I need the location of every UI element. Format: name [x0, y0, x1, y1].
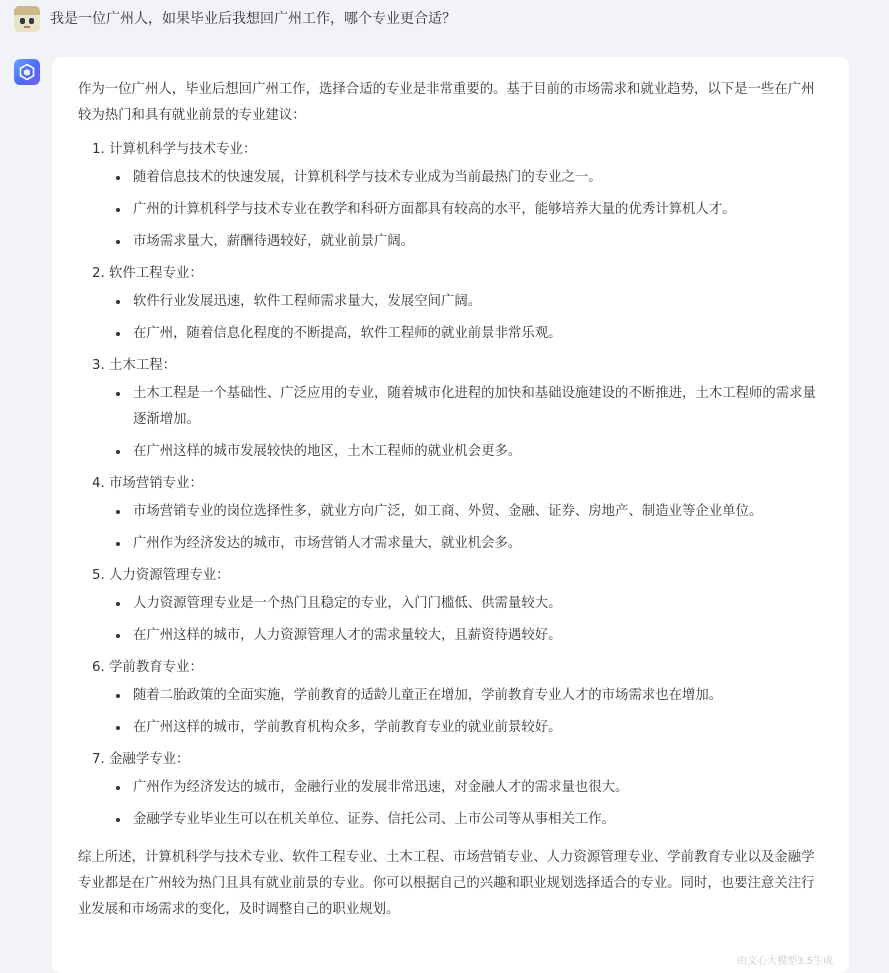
major-bullet-item: 市场需求量大，薪酬待遇较好，就业前景广阔。	[114, 229, 823, 255]
answer-summary: 综上所述，计算机科学与技术专业、软件工程专业、土木工程、市场营销专业、人力资源管理专业、学前教育专业以及金融学专业都是在广州较为热门且具有就业前景的专业。你可以根据自己的兴趣和职业规划选择适合的专业。同时，也要注意关注行业发展和市场需求的变化，及时调整自己的职业规划。	[78, 850, 815, 917]
major-bullet-item: 软件行业发展迅速，软件工程师需求量大，发展空间广阔。	[114, 289, 823, 315]
major-bullet-item: 广州作为经济发达的城市，金融行业的发展非常迅速，对金融人才的需求量也很大。	[114, 775, 823, 801]
major-bullet-list	[92, 591, 823, 649]
major-section-title: 7. 金融学专业：	[92, 752, 190, 767]
major-bullet-list	[92, 289, 823, 347]
answer-intro: 作为一位广州人，毕业后想回广州工作，选择合适的专业是非常重要的。基于目前的市场需求和就业趋势，以下是一些在广州较为热门和具有就业前景的专业建议：	[78, 82, 815, 123]
major-section	[92, 353, 823, 465]
major-bullet-list	[92, 775, 823, 833]
major-section-title: 5. 人力资源管理专业：	[92, 568, 230, 583]
user-avatar-icon[interactable]	[14, 6, 40, 32]
major-section-title: 6. 学前教育专业：	[92, 660, 203, 675]
major-bullet-item: 随着二胎政策的全面实施，学前教育的适龄儿童正在增加，学前教育专业人才的市场需求也在增加。	[114, 683, 823, 709]
assistant-answer-card	[52, 57, 849, 973]
assistant-logo-icon	[14, 59, 40, 85]
major-bullet-item: 在广州这样的城市发展较快的地区，土木工程师的就业机会更多。	[114, 439, 823, 465]
major-bullet-item: 市场营销专业的岗位选择性多，就业方向广泛，如工商、外贸、金融、证券、房地产、制造业等企业单位。	[114, 499, 823, 525]
major-section-title: 3. 土木工程：	[92, 358, 176, 373]
major-bullet-item: 土木工程是一个基础性、广泛应用的专业，随着城市化进程的加快和基础设施建设的不断推进，土木工程师的需求量逐渐增加。	[114, 381, 823, 433]
major-bullet-list	[92, 499, 823, 557]
major-section	[92, 471, 823, 557]
user-message	[14, 6, 456, 32]
major-bullet-item: 在广州这样的城市，学前教育机构众多，学前教育专业的就业前景较好。	[114, 715, 823, 741]
major-bullet-item: 随着信息技术的快速发展，计算机科学与技术专业成为当前最热门的专业之一。	[114, 165, 823, 191]
major-section	[92, 747, 823, 833]
generation-footer-note: 由文心大模型3.5生成	[737, 956, 833, 967]
major-section-title: 4. 市场营销专业：	[92, 476, 203, 491]
major-bullet-item: 广州的计算机科学与技术专业在教学和科研方面都具有较高的水平，能够培养大量的优秀计算机人才。	[114, 197, 823, 223]
major-bullet-item: 金融学专业毕业生可以在机关单位、证券、信托公司、上市公司等从事相关工作。	[114, 807, 823, 833]
major-section	[92, 563, 823, 649]
major-section-title: 2. 软件工程专业：	[92, 266, 203, 281]
major-list	[78, 137, 823, 833]
major-section	[92, 261, 823, 347]
major-bullet-item: 在广州，随着信息化程度的不断提高，软件工程师的就业前景非常乐观。	[114, 321, 823, 347]
major-bullet-list	[92, 683, 823, 741]
major-bullet-item: 在广州这样的城市，人力资源管理人才的需求量较大，且薪资待遇较好。	[114, 623, 823, 649]
major-bullet-list	[92, 165, 823, 255]
major-section	[92, 655, 823, 741]
major-bullet-item: 人力资源管理专业是一个热门且稳定的专业，入门门槛低、供需量较大。	[114, 591, 823, 617]
user-question-text: 我是一位广州人，如果毕业后我想回广州工作，哪个专业更合适？	[50, 11, 456, 27]
major-section-title: 1. 计算机科学与技术专业：	[92, 142, 257, 157]
major-bullet-item: 广州作为经济发达的城市，市场营销人才需求量大，就业机会多。	[114, 531, 823, 557]
major-bullet-list	[92, 381, 823, 465]
major-section	[92, 137, 823, 255]
